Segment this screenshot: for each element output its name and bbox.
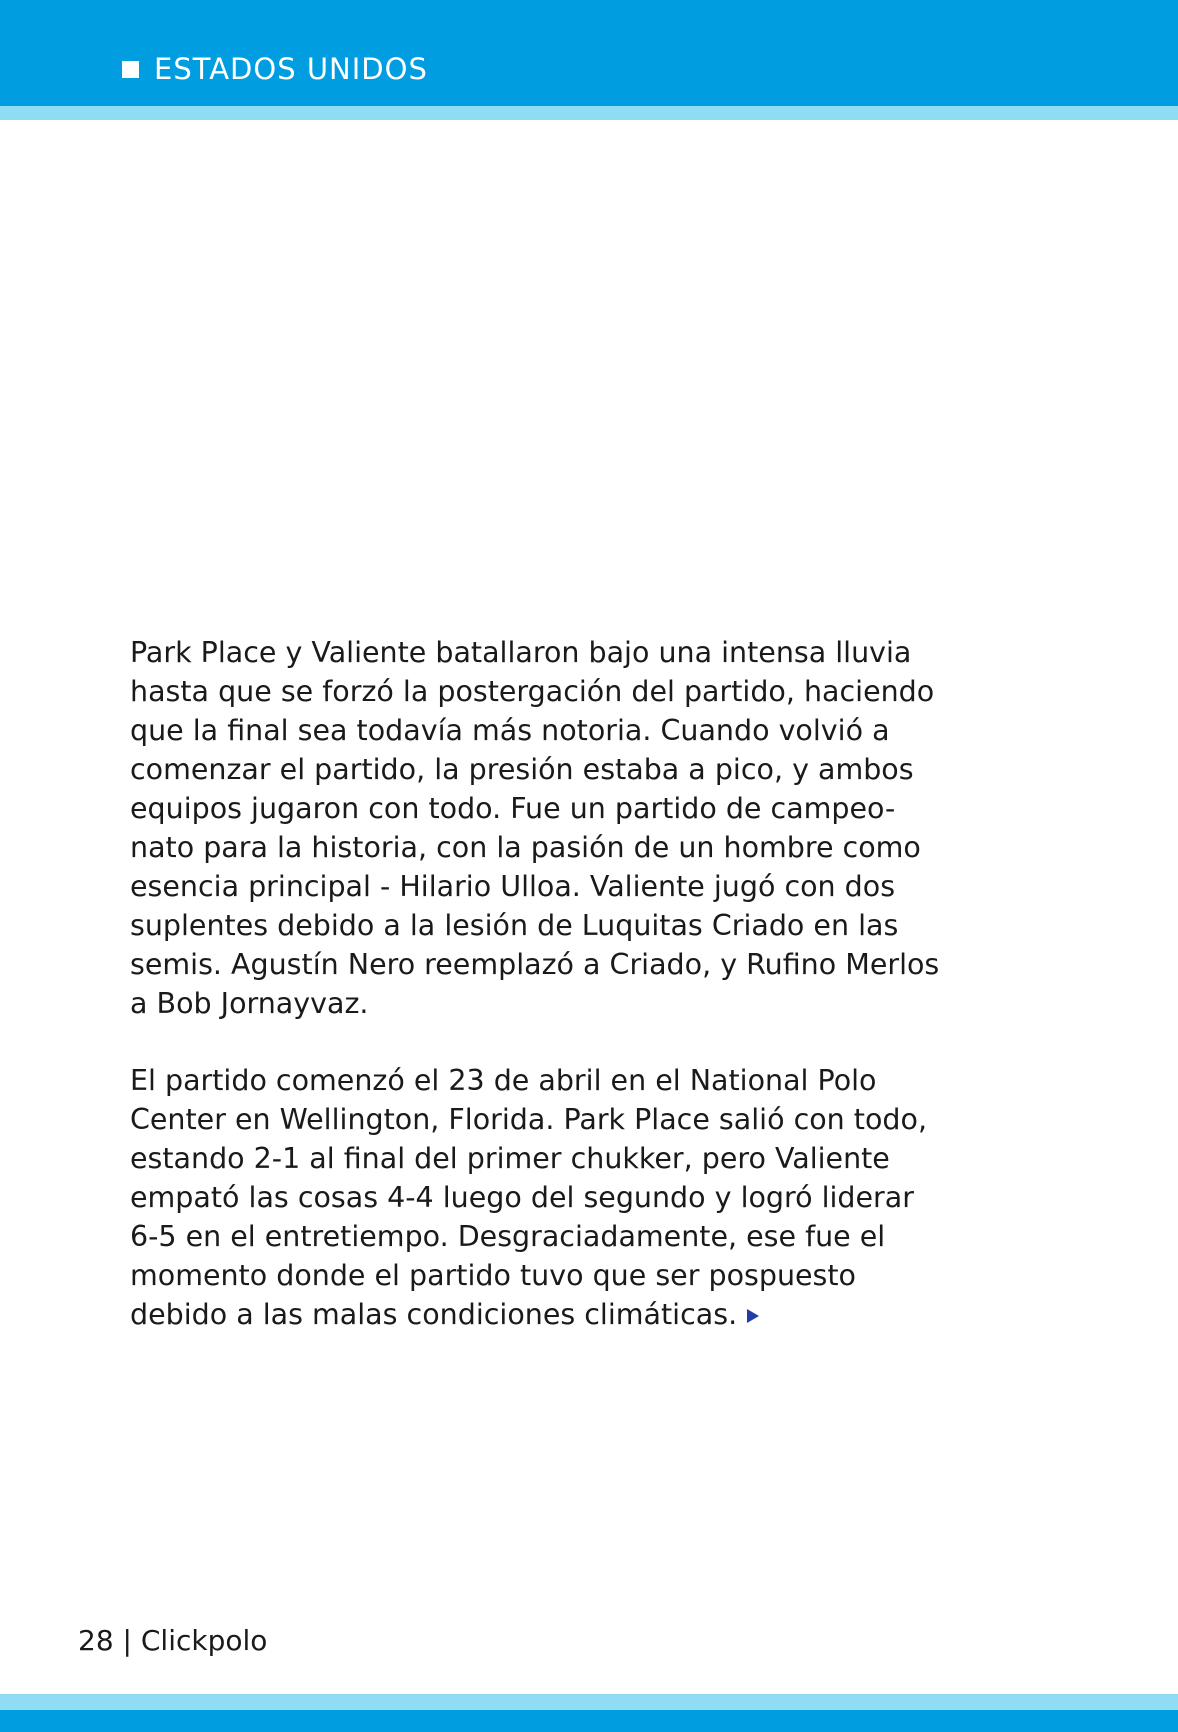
- text-line: a Bob Jornayvaz.: [130, 987, 369, 1020]
- text-line: que la final sea todavía más notoria. Cuando volvió a: [130, 714, 890, 747]
- last-text-line: [130, 1295, 1010, 1334]
- footer-stripe: [0, 1694, 1178, 1710]
- text-line: semis. Agustín Nero reemplazó a Criado, y Rufino Merlos: [130, 948, 940, 981]
- section-title: ESTADOS UNIDOS: [154, 52, 428, 86]
- text-line: comenzar el partido, la presión estaba a pico, y ambos: [130, 753, 914, 786]
- white-square-icon: [122, 61, 139, 78]
- text-line: 6-5 en el entretiempo. Desgraciadamente, ese fue el: [130, 1220, 886, 1253]
- article-paragraph-2: [130, 1061, 1010, 1334]
- text-line: equipos jugaron con todo. Fue un partido de campeo-: [130, 792, 896, 825]
- footer-bar: [0, 1710, 1178, 1732]
- article-paragraph-1: [130, 633, 1010, 1023]
- text-line: Center en Wellington, Florida. Park Place salió con todo,: [130, 1103, 927, 1136]
- text-line: Park Place y Valiente batallaron bajo una intensa lluvia: [130, 636, 912, 669]
- text-line: hasta que se forzó la postergación del partido, haciendo: [130, 675, 935, 708]
- text-line: suplentes debido a la lesión de Luquitas Criado en las: [130, 909, 899, 942]
- header-stripe: [0, 106, 1178, 120]
- continue-arrow-icon: [747, 1309, 759, 1323]
- text-line: momento donde el partido tuvo que ser pospuesto: [130, 1259, 856, 1292]
- page-footer-label: 28 | Clickpolo: [78, 1624, 268, 1657]
- text-line: esencia principal - Hilario Ulloa. Valiente jugó con dos: [130, 870, 896, 903]
- text-line: empató las cosas 4-4 luego del segundo y logró liderar: [130, 1181, 914, 1214]
- text-line: El partido comenzó el 23 de abril en el National Polo: [130, 1064, 877, 1097]
- text-line-content: debido a las malas condiciones climáticas.: [130, 1298, 738, 1331]
- text-line: nato para la historia, con la pasión de un hombre como: [130, 831, 921, 864]
- text-line: estando 2-1 al final del primer chukker, pero Valiente: [130, 1142, 890, 1175]
